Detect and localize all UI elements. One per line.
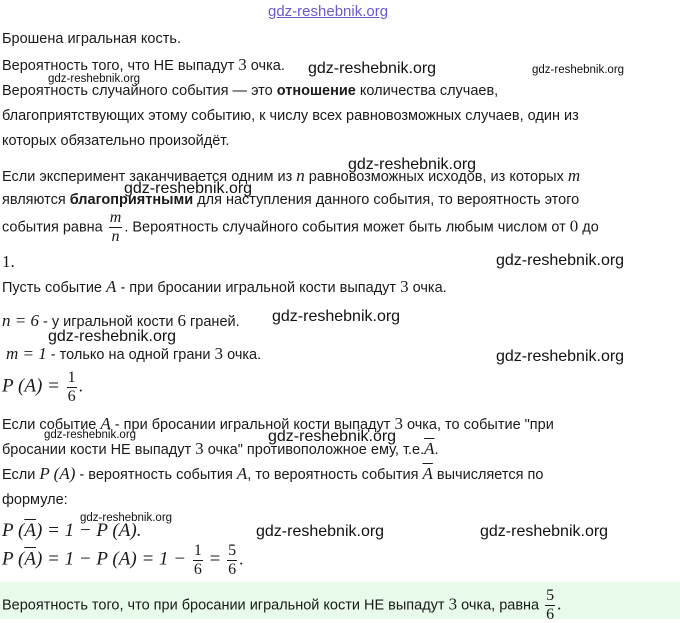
denominator: 6 [67, 388, 76, 405]
event-line [2, 277, 447, 297]
text: - вероятность события [75, 467, 237, 483]
definition-line [2, 83, 498, 99]
text: равновозможных исходов, из которых [304, 169, 568, 185]
watermark: gdz-reshebnik.org [348, 156, 477, 173]
watermark: gdz-reshebnik.org [44, 429, 137, 441]
math-var: A [100, 414, 111, 433]
text: - при бросании игральной кости выпадут [110, 417, 395, 433]
math-var-bar: $\overline{A}$ [24, 548, 36, 570]
text: бросании кости НЕ выпадут [2, 442, 196, 458]
text: очка. [246, 58, 285, 74]
watermark: gdz-reshebnik.org [496, 252, 625, 269]
watermark: gdz-reshebnik.org [48, 73, 141, 85]
watermark: gdz-reshebnik.org [308, 60, 437, 77]
text: очка, равна [457, 597, 544, 614]
text: очка, то событие "при [402, 417, 554, 433]
text: . [557, 594, 562, 614]
text: Вероятность случайного события — это [2, 83, 277, 99]
denominator: 6 [228, 561, 237, 578]
text: . [78, 376, 83, 396]
math-number: 0 [569, 216, 579, 236]
math-var-bar: $\overline{A}$ [422, 464, 433, 483]
numerator: m [109, 209, 122, 226]
math-expr: P ( [2, 520, 25, 541]
opposite-line [2, 414, 554, 434]
denominator: n [111, 228, 120, 245]
math-number: 3 [400, 277, 409, 296]
text: . [434, 442, 439, 458]
formula-line [2, 520, 141, 542]
math-expr: n = 6 [2, 311, 39, 330]
math-var-bar: $\overline{A}$ [24, 520, 36, 541]
opposite-line [2, 439, 439, 459]
fraction [545, 588, 555, 623]
calculation-line [2, 543, 243, 578]
fraction [193, 543, 203, 578]
text: события равна [2, 219, 107, 236]
text: - только на одной грани [46, 347, 215, 363]
text: . [239, 549, 244, 569]
text: - при бросании игральной кости выпадут [116, 280, 401, 296]
formula-intro [2, 464, 543, 484]
math-number: 3 [238, 55, 247, 74]
text: вычисляется по [432, 467, 544, 483]
math-var: A [106, 277, 117, 296]
watermark: gdz-reshebnik.org [272, 308, 401, 325]
math-var: A [236, 464, 248, 483]
numerator: 1 [67, 369, 76, 386]
text: количества случаев, [355, 83, 499, 99]
numerator: 1 [193, 542, 202, 559]
watermark: gdz-reshebnik.org [480, 523, 609, 540]
watermark: gdz-reshebnik.org [80, 512, 173, 524]
text: очка" противоположное ему, т.е. [203, 442, 425, 458]
math-expr: ) = 1 − P (A) = 1 − [35, 548, 191, 570]
watermark: gdz-reshebnik.org [124, 180, 253, 197]
math-expr: ) = 1 − P (A). [35, 520, 142, 541]
theory-line [2, 192, 579, 208]
watermark: gdz-reshebnik.org [268, 428, 397, 445]
problem-statement: Брошена игральная кость. [2, 31, 181, 47]
watermark: gdz-reshebnik.org [532, 64, 625, 76]
text: Если эксперимент заканчивается одним из [2, 169, 297, 185]
numerator: 5 [228, 542, 237, 559]
math-expr: = [204, 548, 226, 570]
math-number: 3 [394, 414, 403, 433]
watermark: gdz-reshebnik.org [256, 523, 385, 540]
theory-line: 1. [2, 252, 15, 271]
text: Если событие [2, 417, 101, 433]
m-line [6, 344, 261, 364]
text: - у игральной кости [38, 314, 178, 330]
math-number: 3 [448, 594, 458, 614]
definition-line: которых обязательно произойдёт. [2, 133, 230, 149]
text: Если [2, 467, 40, 483]
text: очка. [223, 347, 262, 363]
bold-term: отношение [276, 83, 356, 99]
text: очка. [408, 280, 447, 296]
text: граней. [185, 314, 240, 330]
theory-line [2, 210, 599, 245]
math-var: m [567, 166, 581, 185]
denominator: 6 [546, 606, 555, 623]
bold-term: благоприятными [69, 192, 194, 208]
formula-intro: формуле: [2, 492, 68, 508]
fraction [67, 370, 77, 405]
text: Вероятность того, что НЕ выпадут [2, 58, 239, 74]
math-expr: P (A) [39, 464, 76, 483]
n-line [2, 311, 240, 331]
probability-line [2, 370, 83, 405]
math-var-bar: $\overline{A}$ [424, 439, 435, 458]
text: , то вероятность события [247, 467, 423, 483]
math-expr: P ( [2, 548, 25, 570]
watermark: gdz-reshebnik.org [496, 348, 625, 365]
denominator: 6 [193, 561, 202, 578]
text: Пусть событие [2, 280, 107, 296]
fraction [109, 210, 123, 245]
numerator: 5 [546, 587, 555, 604]
math-number: 6 [177, 311, 186, 330]
text: . Вероятность случайного события может быть любым числом от [124, 219, 570, 236]
watermark: gdz-reshebnik.org [48, 328, 177, 345]
definition-line: благоприятствующих этому событию, к числу всех равновозможных случаев, один из [2, 108, 579, 124]
math-var: n [296, 166, 305, 185]
answer-box [0, 582, 680, 623]
math-number: 3 [214, 344, 224, 363]
top-watermark-link[interactable]: gdz-reshebnik.org [268, 3, 389, 20]
answer-text [2, 588, 561, 623]
fraction [227, 543, 237, 578]
math-number: 3 [195, 439, 204, 458]
question-line [2, 55, 285, 75]
math-expr: m = 1 [6, 344, 47, 363]
text: для наступления данного события, то вероятность этого [193, 192, 580, 208]
theory-line [2, 166, 580, 186]
text: являются [2, 192, 70, 208]
text: до [578, 219, 599, 236]
math-expr: P (A) = [2, 375, 65, 397]
text: Вероятность того, что при бросании игральной кости НЕ выпадут [2, 597, 449, 614]
